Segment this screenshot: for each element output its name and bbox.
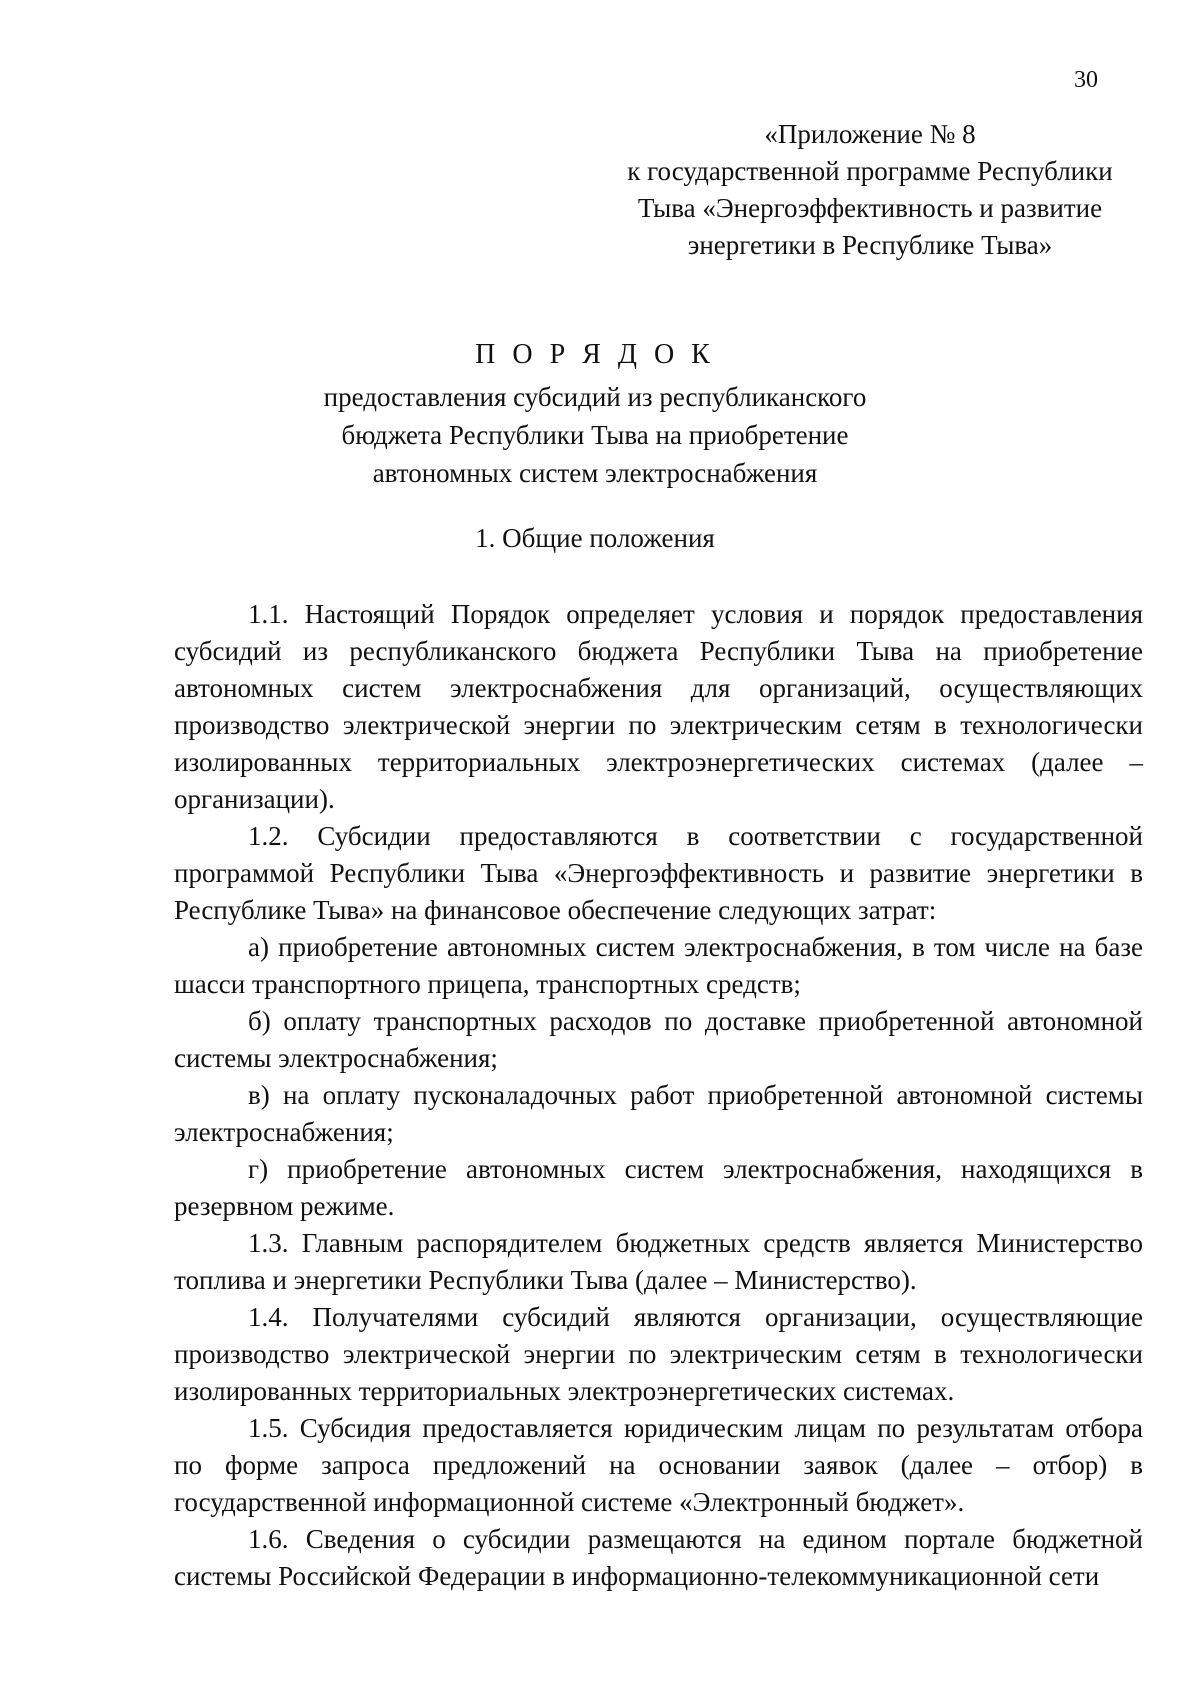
document-subtitle: [250, 378, 940, 492]
appendix-line: Тыва «Энергоэффективность и развитие: [637, 193, 1103, 223]
paragraph-1-6: 1.6. Сведения о субсидии размещаются на едином портале бюджетной системы Российской Федерации в информационно-телекоммуникационной сети: [174, 1524, 1143, 1591]
section-heading: 1. Общие положения: [475, 523, 715, 553]
paragraph-1-5: 1.5. Субсидия предоставляется юридическим лицам по результатам отбора по форме запроса предложений на основании заявок (далее – отбор) в государственной информационной системе «Электронный бюджет».: [174, 1413, 1143, 1517]
paragraph-1-2: 1.2. Субсидии предоставляются в соответствии с государственной программой Республики Тыва «Энергоэффективность и развитие энергетики в Республике Тыва» на финансовое обеспечение следующих затрат:: [174, 821, 1143, 925]
paragraph-1-3: 1.3. Главным распорядителем бюджетных средств является Министерство топлива и энергетики Республики Тыва (далее – Министерство).: [174, 1228, 1143, 1295]
subtitle-line: бюджета Республики Тыва на приобретение: [341, 420, 849, 450]
appendix-note: [600, 116, 1140, 264]
paragraph-1-4: 1.4. Получателями субсидий являются организации, осуществляющие производство электрической энергии по электрическим сетям в технологически изолированных территориальных электроэнергетических системах.: [174, 1302, 1143, 1406]
list-item-a: а) приобретение автономных систем электроснабжения, в том числе на базе шасси транспортного прицепа, транспортных средств;: [174, 932, 1143, 999]
page-number: 30: [1074, 67, 1098, 93]
subtitle-line: предоставления субсидий из республиканского: [323, 382, 867, 412]
document-title: П О Р Я Д О К: [475, 339, 715, 370]
appendix-line: к государственной программе Республики: [627, 156, 1113, 186]
list-item-g: г) приобретение автономных систем электроснабжения, находящихся в резервном режиме.: [174, 1154, 1143, 1221]
appendix-line: «Приложение № 8: [764, 119, 976, 149]
list-item-v: в) на оплату пусконаладочных работ приобретенной автономной системы электроснабжения;: [174, 1080, 1143, 1147]
paragraph-1-1: 1.1. Настоящий Порядок определяет условия и порядок предоставления субсидий из республиканского бюджета Республики Тыва на приобретение автономных систем электроснабжения для организаций, осуществляющих производство электрической энергии по электрическим сетям в технологически изолированных территориальных электроэнергетических системах (далее – организации).: [174, 599, 1143, 814]
subtitle-line: автономных систем электроснабжения: [372, 458, 818, 488]
list-item-b: б) оплату транспортных расходов по доставке приобретенной автономной системы электроснабжения;: [174, 1006, 1143, 1073]
document-body: [174, 596, 1143, 1595]
document-title-block: [250, 338, 940, 492]
appendix-line: энергетики в Республике Тыва»: [687, 230, 1053, 260]
